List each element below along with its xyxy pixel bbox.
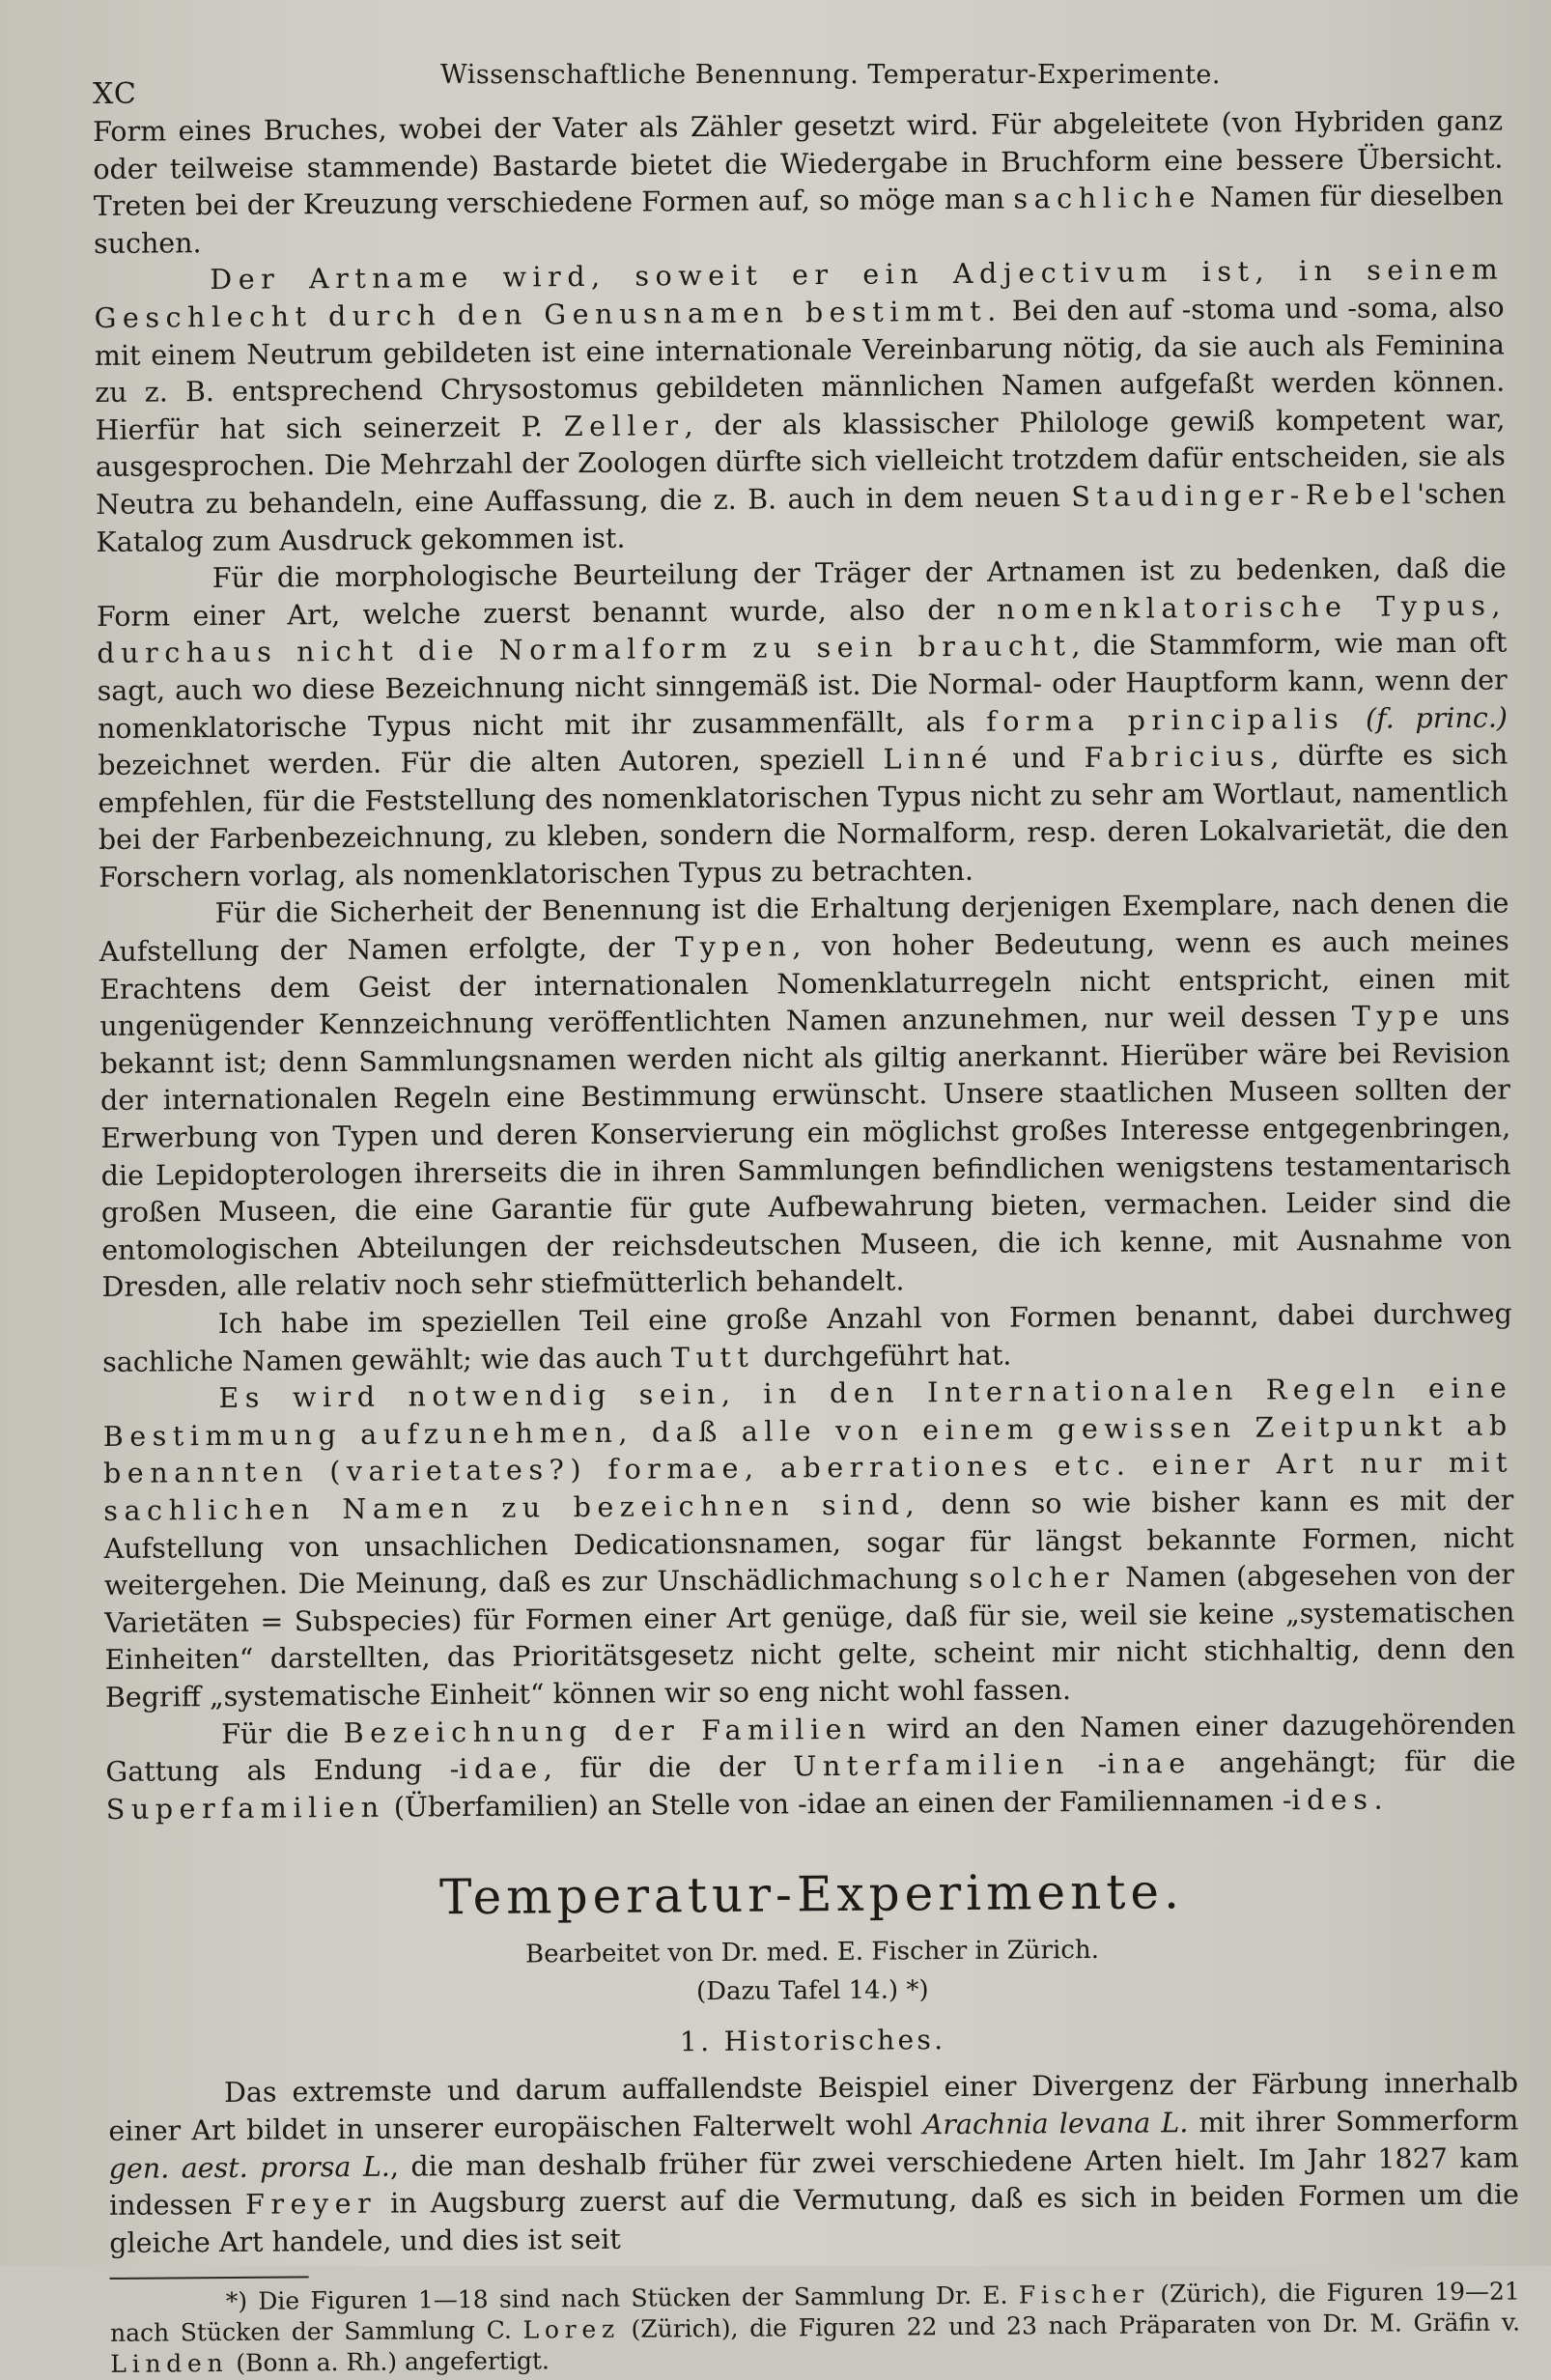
text-run: (Zürich), die Figuren 19—21 nach Stücken der Sammlung C. [109,2277,1520,2348]
text-run: - [1069,1747,1108,1781]
text-run: nomenklatorische Typus, durchaus nicht die Normalform zu sein braucht [97,589,1508,670]
text-run: uns bekannt ist; denn Sammlungsnamen werden nicht als giltig anerkannt. Hierüber wäre bei Revision der internationalen Regeln eine Bestimmung erwünscht. Unsere staatlichen Museen sollten der Erwerbung von Typen und deren Konservierung ein möglichst großes Interesse entgegenbringen, die Lepidopterologen ihrerseits die in ihren Sammlungen befindlichen wenigstens testamentarisch großen Museen, die eine Garantie für gute Aufbewahrung bieten, vermachen. Leider sind die entomologischen Abteilungen der reichsdeutschen Museen, die ich kenne, mit Ausnahme von Dresden, alle relativ noch sehr stiefmütterlich behandelt. [99,999,1512,1304]
text-run: Bei den auf -stoma und -soma, also mit einem Neutrum gebildeten ist eine internationale Vereinbarung nötig, da sie auch als Feminina zu z. B. entsprechend Chrysostomus gebildeten männlichen Namen aufgefaßt werden können. Hierfür hat sich seinerzeit P. [94,291,1506,446]
text-run: ides [1291,1783,1374,1817]
text-run: Namen (abgesehen von der Varietäten = Subspecies) für Formen einer Art genüge, daß für sie, weil sie keine „systematischen Einheiten“ darstellten, das Prioritätsgesetz nicht gelte, scheint mir nicht stichhaltig, denn den Begriff „systematische Einheit“ können wir so eng nicht wohl fassen. [104,1558,1515,1714]
text-run: und [993,742,1085,775]
text-run: Superfamilien [105,1791,385,1826]
text-run: . [1373,1783,1383,1816]
text-run: gen. aest. prorsa L. [108,2150,391,2185]
text-run: 'schen Katalog zum Ausdruck gekommen ist. [96,477,1507,558]
text-run: Es wird notwendig sein, in den Internationalen Regeln eine Bestimmung aufzunehmen, daß alle von einem gewissen Zeitpunkt ab benannten (varietates?) formae, aberrationes etc. einer Art nur mit sachlichen Namen zu bezeichnen sind, [102,1372,1514,1527]
text-run: sachliche [1013,182,1201,215]
paragraph [94,252,1506,561]
text-run: , dürfte es sich empfehlen, für die Feststellung des nomenklatorischen Typus nicht zu sehr am Wortlaut, namentlich bei der Farbenbezeichnung, zu kleben, sondern die Normalform, resp. deren Lokalvarietät, die den Forschern vorlag, als nomenklatorischen Typus zu betrachten. [98,738,1509,893]
text-run: , von hoher Bedeutung, wenn es auch meines Erachtens dem Geist der internationalen Nomenklaturregeln nicht entspricht, einen mit ungenügender Kennzeichnung veröffentlichten Namen anzunehmen, nur weil dessen [99,924,1510,1043]
text-run: Der Artname wird, soweit er ein Adjectivum ist, in seinem Geschlecht durch den Genusnamen bestimmt. [94,253,1505,334]
text-run: Für die [221,1716,344,1750]
page-number: XC [93,77,137,111]
text-run: *) Die Figuren 1—18 sind nach Stücken der Sammlung Dr. E. [225,2281,1019,2316]
plate-note: (Dazu Tafel 14.) *) [695,1975,929,2007]
footnote [110,2277,1521,2380]
text-run: Für die Sicherheit der Benennung ist die Erhaltung derjenigen Exemplare, nach denen die Aufstellung der Namen erfolgte, der [99,887,1509,969]
text-run: Lorez [522,2315,620,2344]
text-run: , für die der [543,1750,794,1785]
text-run: Fabricius [1084,740,1271,775]
text-run: forma principalis [986,702,1345,738]
text-run: durchgeführt hat. [754,1339,1012,1374]
text-run: Tutt [670,1341,755,1374]
text-run: inae [1107,1747,1192,1780]
section-paragraph [108,2065,1519,2262]
text-run: , die man deshalb früher für zwei verschiedene Arten hielt. Im Jahr 1827 kam indessen [108,2140,1519,2223]
text-run [1344,702,1366,734]
text-run: Fischer [1018,2280,1150,2309]
running-header [93,60,1503,111]
section-title: Temperatur-Experimente. [438,1863,1185,1926]
text-run: , die Stammform, wie man oft sagt, auch wo diese Bezeichnung nicht sinngemäß ist. Die Normal- oder Hauptform kann, wenn der nomenklatorische Typus nicht mit ihr zusammenfällt, als [97,626,1508,745]
text-run: (Zürich), die Figuren 22 und 23 nach Präparaten von Dr. M. Gräfin v. [619,2308,1521,2344]
text-run: Linden [110,2349,229,2379]
text-run: (Bonn a. Rh.) angefertigt. [228,2346,550,2378]
text-run: bezeichnet werden. Für die alten Autoren, speziell [98,743,884,782]
text-run: Zeller [563,409,685,442]
text-run: idae [459,1752,544,1786]
paragraph [99,886,1511,1307]
text-run: denn so wie bisher kann es mit der Aufstellung von unsachlichen Dedicationsnamen, sogar für längst bekannte Formen, nicht weitergehen. Die Meinung, daß es zur Unschädlichmachung [103,1484,1514,1602]
text-run: Form eines Bruches, wobei der Vater als Zähler gesetzt wird. Für abgeleitete (von Hybriden ganz oder teilweise stammende) Bastarde bietet die Wiedergabe in Bruchform eine bessere Übersicht. Treten bei der Kreuzung verschiedene Formen auf, so möge man [93,104,1504,223]
body-text [93,103,1520,2380]
paragraph [102,1371,1515,1717]
footnote-rule [110,2277,309,2281]
text-run: solcher [969,1561,1115,1596]
text-run: in Augsburg zuerst auf die Vermutung, daß es sich in beiden Formen um die gleiche Art handele, und dies ist seit [109,2178,1520,2259]
text-run: Unterfamilien [793,1748,1071,1783]
text-run: , der als klassischer Philologe gewiß kompetent war, ausgesprochen. Die Mehrzahl der Zoologen dürfte sich vielleicht trotzdem dafür entscheiden, sie als Neutra zu behandeln, eine Auffassung, die z. B. auch in dem neuen [95,403,1506,521]
text-run: Type [1351,1000,1446,1034]
text-run: Das extremste und darum auffallendste Beispiel einer Divergenz der Färbung innerhalb einer Art bildet in unserer europäischen Falterwelt wohl [108,2066,1519,2147]
text-run: angehängt; für die [1191,1744,1516,1780]
text-run: Freyer [244,2187,378,2221]
text-run: Staudinger-Rebel [1071,478,1418,513]
paragraph [97,551,1509,897]
text-run: Ich habe im speziellen Teil eine große Anzahl von Formen benannt, dabei durchweg sachliche Namen gewählt; wie das auch [102,1297,1512,1378]
text-run: Für die morphologische Beurteilung der Träger der Artnamen ist zu bedenken, daß die Form einer Art, welche zuerst benannt wurde, also der [96,552,1507,633]
paragraph [105,1706,1516,1828]
text-run: Linné [883,742,995,776]
text-run: (f. princ.) [1365,701,1509,735]
text-run: (Überfamilien) an Stelle von -idae an einen der Familiennamen - [384,1784,1292,1824]
text-run: wird an den Namen einer dazugehörenden Gattung als Endung - [105,1708,1516,1789]
text-run: Namen für dieselben suchen. [93,179,1504,260]
text-run: Typen [674,930,793,964]
section-subtitle: 1. Historisches. [679,2024,946,2058]
running-title: Wissenschaftliche Benennung. Temperatur-Experimente. [440,60,1221,90]
paragraph [93,103,1504,264]
section-byline: Bearbeitet von Dr. med. E. Fischer in Zürich. [524,1936,1100,1969]
text-run: mit ihrer Sommerform [1188,2104,1519,2139]
paragraph [102,1295,1513,1381]
text-run: Bezeichnung der Familien [343,1713,873,1749]
text-run: Arachnia levana L. [922,2107,1189,2141]
